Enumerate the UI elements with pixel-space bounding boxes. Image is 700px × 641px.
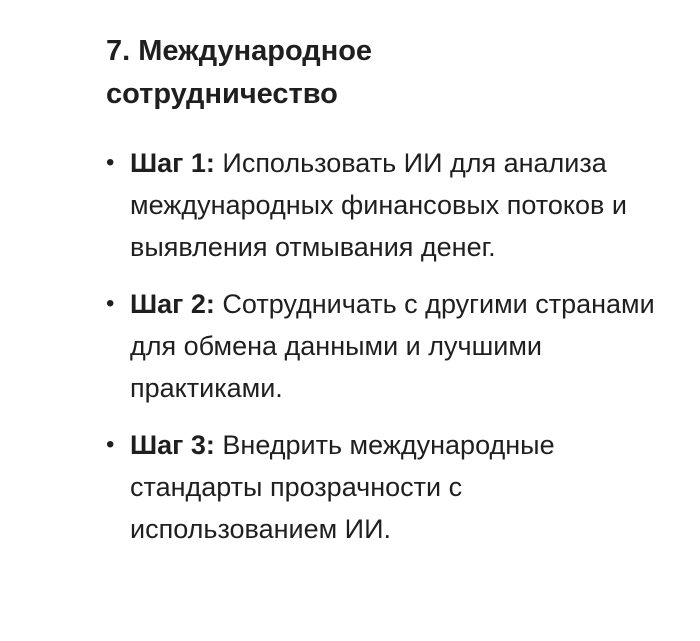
step-label: Шаг 1: [130,148,215,178]
bullet-icon: • [106,290,115,317]
bullet-icon: • [106,431,115,458]
step-text: Сотрудничать с другими странами для обмена данными и лучшими практиками. [130,289,655,403]
list-item-step-2 [106,283,666,409]
heading-line-2: сотрудничество [106,78,338,110]
section-content [106,30,666,565]
step-label: Шаг 3: [130,430,215,460]
bullet-icon: • [106,149,115,176]
section-heading [106,30,666,116]
step-text: Внедрить международные стандарты прозрачности с использованием ИИ. [130,430,555,544]
list-item-step-3 [106,424,666,550]
step-label: Шаг 2: [130,289,215,319]
step-text: Использовать ИИ для анализа международных финансовых потоков и выявления отмывания денег. [130,148,627,262]
steps-list [106,142,666,550]
heading-line-1: 7. Международное [106,35,373,67]
list-item-step-1 [106,142,666,268]
